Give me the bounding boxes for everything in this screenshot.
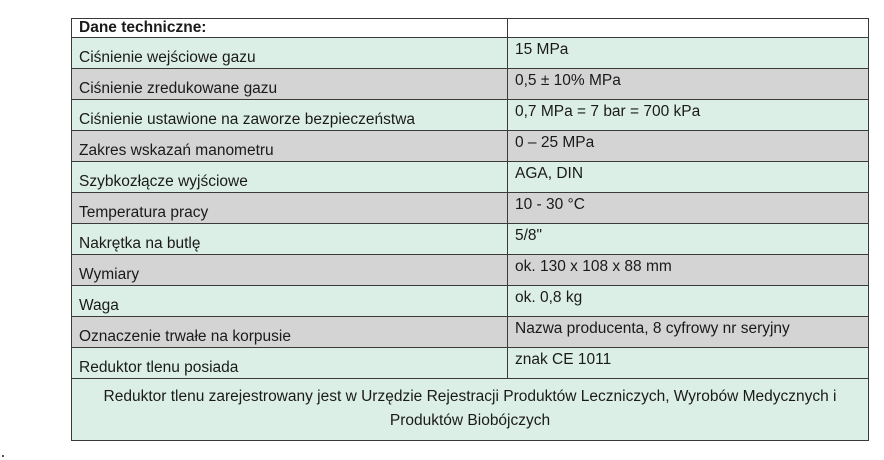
- row-value: znak CE 1011: [508, 348, 869, 379]
- table-row: [72, 348, 869, 379]
- row-label: Ciśnienie wejściowe gazu: [72, 38, 508, 69]
- row-value: 10 - 30 °C: [508, 193, 869, 224]
- row-value: 0,7 MPa = 7 bar = 700 kPa: [508, 100, 869, 131]
- technical-data-table: [71, 18, 869, 441]
- row-label: Oznaczenie trwałe na korpusie: [72, 317, 508, 348]
- table-note-row: [72, 379, 869, 441]
- table-row: [72, 286, 869, 317]
- row-label: Ciśnienie zredukowane gazu: [72, 69, 508, 100]
- table-header-row: [72, 19, 869, 38]
- row-label: Nakrętka na butlę: [72, 224, 508, 255]
- stray-dot-mark: [2, 455, 4, 457]
- table-row: [72, 317, 869, 348]
- table-header-label: Dane techniczne:: [72, 19, 508, 38]
- row-value: ok. 130 x 108 x 88 mm: [508, 255, 869, 286]
- row-label: Waga: [72, 286, 508, 317]
- row-label: Szybkozłącze wyjściowe: [72, 162, 508, 193]
- table-row: [72, 69, 869, 100]
- table-row: [72, 38, 869, 69]
- row-label: Zakres wskazań manometru: [72, 131, 508, 162]
- row-label: Ciśnienie ustawione na zaworze bezpieczeństwa: [72, 100, 508, 131]
- table-row: [72, 100, 869, 131]
- row-value: 0,5 ± 10% MPa: [508, 69, 869, 100]
- table-row: [72, 224, 869, 255]
- row-value: 15 MPa: [508, 38, 869, 69]
- table-row: [72, 131, 869, 162]
- row-label: Reduktor tlenu posiada: [72, 348, 508, 379]
- row-value: 5/8": [508, 224, 869, 255]
- table-row: [72, 255, 869, 286]
- row-label: Temperatura pracy: [72, 193, 508, 224]
- row-value: AGA, DIN: [508, 162, 869, 193]
- row-value: Nazwa producenta, 8 cyfrowy nr seryjny: [508, 317, 869, 348]
- row-label: Wymiary: [72, 255, 508, 286]
- row-value: 0 – 25 MPa: [508, 131, 869, 162]
- table-row: [72, 193, 869, 224]
- table-header-empty-cell: [508, 19, 869, 38]
- row-value: ok. 0,8 kg: [508, 286, 869, 317]
- table-row: [72, 162, 869, 193]
- registration-note: Reduktor tlenu zarejestrowany jest w Urzędzie Rejestracji Produktów Leczniczych, Wyrobów Medycznych i Produktów Biobójczych: [72, 379, 869, 441]
